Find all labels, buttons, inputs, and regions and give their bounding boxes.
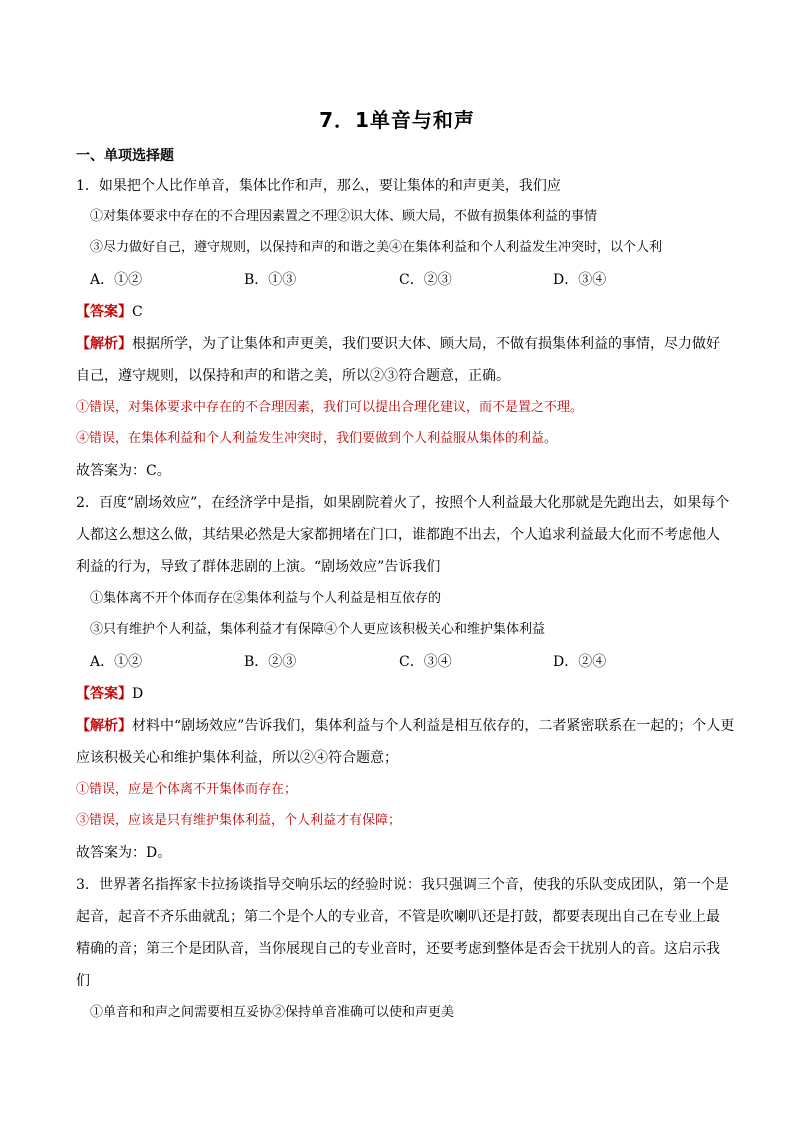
question-3-statement-1: ①单音和和声之间需要相互妥协②保持单音准确可以使和声更美 xyxy=(90,1005,455,1020)
question-2-statement-1: ①集体离不开个体而存在②集体利益与个人利益是相互依存的 xyxy=(90,591,442,606)
question-2-line-2: 人都这么想这么做，其结果必然是大家都拥堵在门口，谁都跑不出去，个人追求利益最大化而不考虑他人 xyxy=(76,527,720,543)
analysis-text: 材料中“剧场效应”告诉我们，集体利益与个人利益是相互依存的，二者紧密联系在一起的；个人更 xyxy=(132,718,735,734)
option-b: B．①③ xyxy=(244,272,297,288)
option-b: B．②③ xyxy=(244,654,297,670)
question-1-error-2: ④错误，在集体利益和个人利益发生冲突时，我们要做到个人利益服从集体的利益。 xyxy=(76,431,558,446)
option-a: A．①② xyxy=(90,272,143,288)
answer-tag: 【答案】 xyxy=(76,304,132,320)
option-d: D．③④ xyxy=(553,272,607,288)
question-3-line-3: 精确的音；第三个是团队音，当你展现自己的专业音时，还要考虑到整体是否会干扰别人的音。这启示我 xyxy=(76,941,720,957)
question-1-options xyxy=(90,264,710,296)
analysis-tag: 【解析】 xyxy=(76,336,132,352)
question-2-line-1: 2．百度“剧场效应”，在经济学中是指，如果剧院着火了，按照个人利益最大化那就是先跑出去，如果每个 xyxy=(76,495,730,511)
question-1-answer xyxy=(76,296,726,328)
question-2-error-1: ①错误，应是个体离不开集体而存在； xyxy=(76,782,298,797)
question-1-statement-1: ①对集体要求中存在的不合理因素置之不理②识大体、顾大局，不做有损集体利益的事情 xyxy=(90,209,598,224)
page-title: 7．1单音与和声 xyxy=(319,108,475,132)
question-2-final: 故答案为：D。 xyxy=(76,845,172,861)
analysis-tag: 【解析】 xyxy=(76,718,132,734)
answer-value: C xyxy=(132,304,143,320)
question-2-error-2: ③错误，应该是只有维护集体利益，个人利益才有保障； xyxy=(76,813,402,828)
option-d: D．②④ xyxy=(553,654,607,670)
question-1-final: 故答案为：C。 xyxy=(76,463,171,479)
answer-tag: 【答案】 xyxy=(76,686,132,702)
question-1-error-1: ①错误，对集体要求中存在的不合理因素，我们可以提出合理化建议，而不是置之不理。 xyxy=(76,400,584,415)
question-2-analysis-cont: 应该积极关心和维护集体利益，所以②④符合题意； xyxy=(76,750,398,766)
question-1-analysis-cont: 自己，遵守规则，以保持和声的和谐之美，所以②③符合题意，正确。 xyxy=(76,368,510,384)
question-3-line-4: 们 xyxy=(76,973,90,989)
option-c: C．②③ xyxy=(399,272,452,288)
question-1-analysis xyxy=(76,328,726,360)
answer-value: D xyxy=(132,686,144,702)
option-a: A．①② xyxy=(90,654,143,670)
question-1-statement-2: ③尽力做好自己，遵守规则，以保持和声的和谐之美④在集体利益和个人利益发生冲突时，以个人利 xyxy=(90,240,663,255)
question-2-analysis xyxy=(76,710,735,742)
analysis-text: 根据所学，为了让集体和声更美，我们要识大体、顾大局，不做有损集体利益的事情，尽力做好 xyxy=(132,336,720,352)
question-3-line-1: 3．世界著名指挥家卡拉扬谈指导交响乐坛的经验时说：我只强调三个音，使我的乐队变成团队，第一个是 xyxy=(76,877,729,893)
question-2-line-3: 利益的行为，导致了群体悲剧的上演。“剧场效应”告诉我们 xyxy=(76,559,441,575)
question-2-statement-2: ③只有维护个人利益，集体利益才有保障④个人更应该积极关心和维护集体利益 xyxy=(90,622,546,637)
question-1-stem: 1．如果把个人比作单音，集体比作和声，那么，要让集体的和声更美，我们应 xyxy=(76,178,561,194)
question-3-line-2: 起音，起音不齐乐曲就乱；第二个是个人的专业音，不管是吹喇叭还是打鼓，都要表现出自己在专业上最 xyxy=(76,909,720,925)
question-2-options xyxy=(90,646,710,678)
section-heading: 一、单项选择题 xyxy=(76,148,174,164)
option-c: C．③④ xyxy=(399,654,452,670)
question-2-answer xyxy=(76,678,726,710)
